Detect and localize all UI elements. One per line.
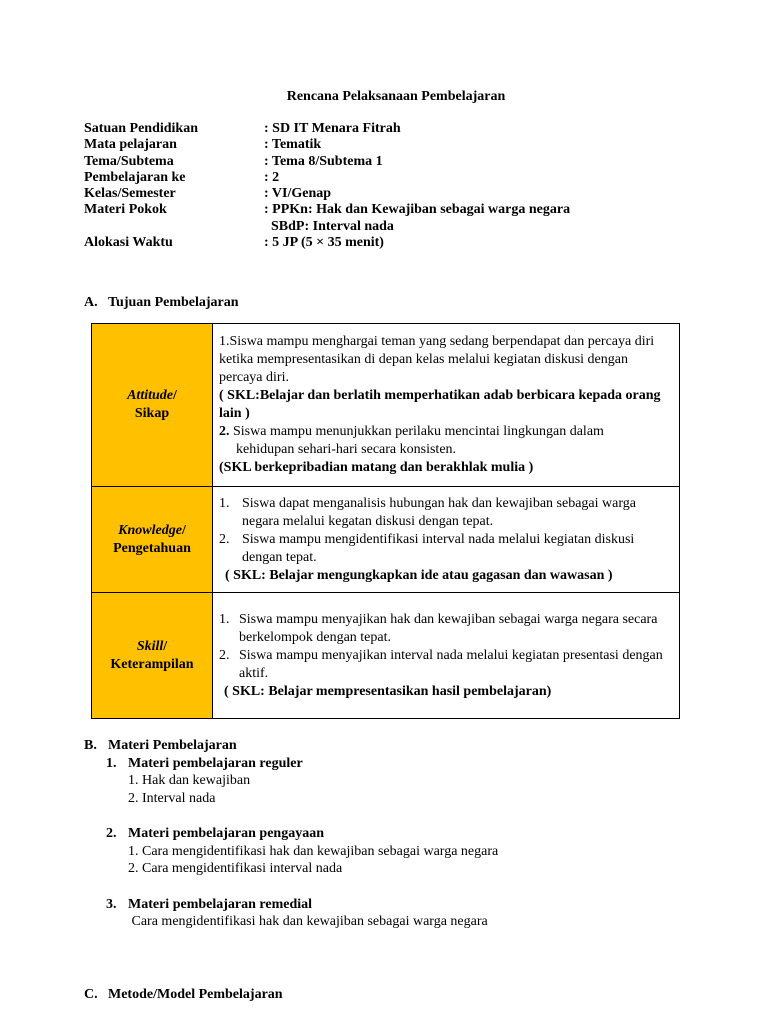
section-title: Tujuan Pembelajaran [108,295,239,310]
category-cell [92,487,213,593]
skl-text: ( SKL: Belajar mempresentasikan hasil pembelajaran) [224,683,552,699]
info-value: : 2 [264,169,280,185]
info-label: Satuan Pendidikan [84,121,198,136]
group-number: 3. [106,896,117,912]
info-label: Mata pelajaran [84,137,177,153]
objectives-table [91,323,680,719]
info-label: Tema/Subtema [84,153,174,169]
materi-item: 2. Interval nada [128,790,216,806]
category-id: / Keterampilan [110,638,194,672]
category-cell [92,324,213,487]
info-row [84,186,570,202]
info-label [84,219,264,235]
list-item [219,611,671,647]
item-number: 1. [219,611,230,627]
group-number: 2. [106,826,117,841]
materi-item: Cara mengidentifikasi hak dan kewajiban sebagai warga negara [128,914,488,929]
objective-text: 1.Siswa mampu menghargai teman yang sedang berpendapat dan percaya diri ketika mempresentasikan di depan kelas melalui kegiatan diskusi dengan percaya diri. [219,334,655,385]
section-title: Materi Pembelajaran [108,738,237,753]
category-id: / Pengetahuan [113,522,191,556]
list-item [219,647,671,683]
objective-text: Siswa mampu menyajikan interval nada melalui kegiatan presentasi dengan aktif. [239,647,663,681]
info-value: : SD IT Menara Fitrah [264,121,401,136]
description-cell [213,324,680,487]
materi-group-heading [84,755,498,773]
info-value: : Tematik [264,137,322,153]
identity-block [84,121,570,251]
list-item [219,495,671,531]
materi-group-heading [84,825,498,843]
objective-text: Siswa mampu menunjukkan perilaku mencintai lingkungan dalam [229,424,604,439]
info-row [84,121,570,137]
section-letter: C. [84,987,98,1002]
objective-row-skill [92,593,680,719]
section-b-heading [84,737,498,755]
group-title: Materi pembelajaran remedial [128,896,313,912]
skl-text: ( SKL: Belajar mengungkapkan ide atau gagasan dan wawasan ) [225,567,613,583]
skl-text: (SKL berkepribadian matang dan berakhlak mulia ) [219,460,534,475]
item-number: 2. [219,647,230,663]
item-number: 1. [219,495,230,511]
info-row [84,170,570,186]
list-item [219,531,671,567]
category-en: Knowledge [118,522,182,538]
objective-row-knowledge [92,487,680,593]
info-value: : PPKn: Hak dan Kewajiban sebagai warga negara [264,202,571,218]
section-c-heading [84,987,283,1003]
category-cell [92,593,213,719]
info-row [84,202,570,218]
info-value: : Tema 8/Subtema 1 [264,153,383,169]
category-en: Attitude [127,388,173,403]
info-row [84,219,570,235]
objective-text: Siswa mampu mengidentifikasi interval nada melalui kegiatan diskusi dengan tepat. [242,531,635,565]
materi-item: 1. Cara mengidentifikasi hak dan kewajiban sebagai warga negara [128,843,499,859]
info-label: Kelas/Semester [84,186,176,202]
document-title: Rencana Pelaksanaan Pembelajaran [286,89,506,104]
section-a-heading [84,295,239,311]
section-b [84,737,498,931]
group-title: Materi pembelajaran reguler [128,755,303,771]
category-id: / Sikap [134,388,177,421]
info-label: Materi Pokok [84,202,167,218]
info-label: Alokasi Waktu [84,235,173,251]
objective-row-attitude [92,324,680,487]
objective-text: Siswa dapat menganalisis hubungan hak dan kewajiban sebagai warga negara melalui kegatan diskusi dengan tepat. [242,495,636,529]
section-title: Metode/Model Pembelajaran [108,987,283,1002]
description-cell [213,487,680,593]
materi-group-heading [84,896,498,914]
section-letter: B. [84,738,97,753]
materi-item: 1. Hak dan kewajiban [128,773,251,788]
info-value: : VI/Genap [264,186,332,202]
group-title: Materi pembelajaran pengayaan [128,826,324,841]
objective-text: kehidupan sehari-hari secara konsisten. [236,442,457,457]
objective-text: Siswa mampu menyajikan hak dan kewajiban sebagai warga negara secara berkelompok dengan tepat. [239,611,658,645]
section-letter: A. [84,295,98,310]
info-label: Pembelajaran ke [84,169,186,185]
item-number: 2. [219,424,230,439]
materi-item: 2. Cara mengidentifikasi interval nada [128,861,343,876]
skl-text: ( SKL:Belajar dan berlatih memperhatikan adab berbicara kepada orang lain ) [219,388,661,421]
item-number: 2. [219,531,230,547]
info-value: : 5 JP (5 × 35 menit) [264,235,384,251]
info-row [84,235,570,251]
info-row [84,137,570,153]
category-en: Skill [136,638,164,654]
description-cell [213,593,680,719]
group-number: 1. [106,755,117,771]
info-value: SBdP: Interval nada [264,218,394,234]
info-row [84,154,570,170]
